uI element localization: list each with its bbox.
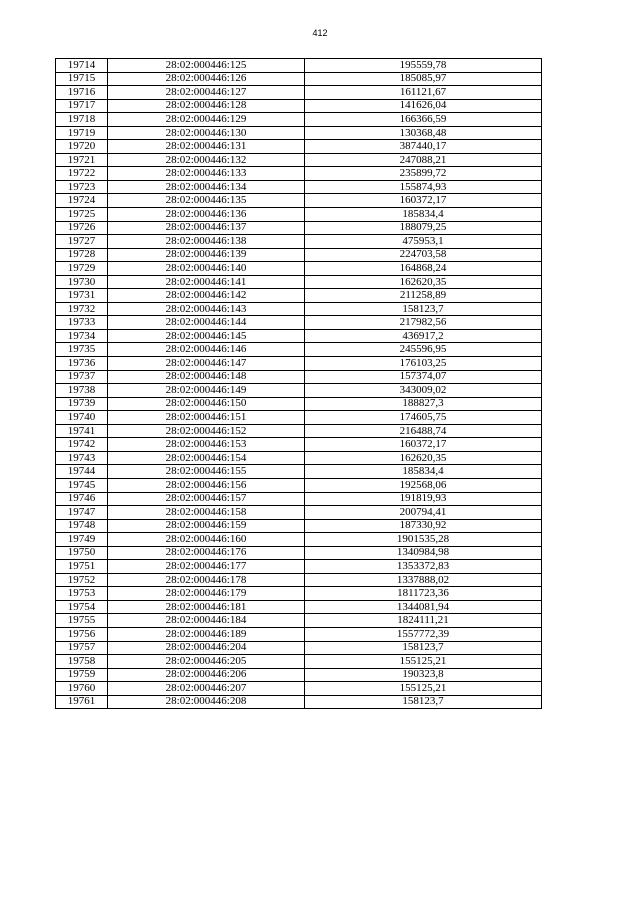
- row-number-cell: 19734: [56, 329, 108, 343]
- row-number-cell: 19729: [56, 262, 108, 276]
- table-row: [56, 573, 542, 587]
- value-cell: 475953,1: [305, 235, 542, 249]
- table-row: [56, 682, 542, 696]
- value-cell: 436917,2: [305, 329, 542, 343]
- cadastral-number-cell: 28:02:000446:146: [108, 343, 305, 357]
- row-number-cell: 19749: [56, 533, 108, 547]
- row-number-cell: 19743: [56, 451, 108, 465]
- row-number-cell: 19745: [56, 478, 108, 492]
- row-number-cell: 19760: [56, 682, 108, 696]
- table-row: [56, 329, 542, 343]
- value-cell: 216488,74: [305, 424, 542, 438]
- cadastral-number-cell: 28:02:000446:144: [108, 316, 305, 330]
- cadastral-number-cell: 28:02:000446:154: [108, 451, 305, 465]
- cadastral-number-cell: 28:02:000446:127: [108, 86, 305, 100]
- row-number-cell: 19724: [56, 194, 108, 208]
- value-cell: 191819,93: [305, 492, 542, 506]
- table-row: [56, 600, 542, 614]
- table-row: [56, 519, 542, 533]
- value-cell: 1340984,98: [305, 546, 542, 560]
- row-number-cell: 19754: [56, 600, 108, 614]
- value-cell: 161121,67: [305, 86, 542, 100]
- row-number-cell: 19727: [56, 235, 108, 249]
- table-row: [56, 655, 542, 669]
- table-body: [56, 59, 542, 709]
- row-number-cell: 19756: [56, 627, 108, 641]
- row-number-cell: 19751: [56, 560, 108, 574]
- table-row: [56, 289, 542, 303]
- table-row: [56, 180, 542, 194]
- row-number-cell: 19717: [56, 99, 108, 113]
- page-number: 412: [312, 28, 328, 38]
- value-cell: 130368,48: [305, 126, 542, 140]
- table-row: [56, 587, 542, 601]
- cadastral-number-cell: 28:02:000446:153: [108, 438, 305, 452]
- table-row: [56, 275, 542, 289]
- table-row: [56, 357, 542, 371]
- table-row: [56, 451, 542, 465]
- table-row: [56, 72, 542, 86]
- value-cell: 235899,72: [305, 167, 542, 181]
- cadastral-number-cell: 28:02:000446:207: [108, 682, 305, 696]
- value-cell: 158123,7: [305, 641, 542, 655]
- cadastral-number-cell: 28:02:000446:125: [108, 59, 305, 73]
- row-number-cell: 19746: [56, 492, 108, 506]
- cadastral-number-cell: 28:02:000446:145: [108, 329, 305, 343]
- value-cell: 1824111,21: [305, 614, 542, 628]
- row-number-cell: 19733: [56, 316, 108, 330]
- table-row: [56, 194, 542, 208]
- row-number-cell: 19742: [56, 438, 108, 452]
- value-cell: 141626,04: [305, 99, 542, 113]
- row-number-cell: 19731: [56, 289, 108, 303]
- table-row: [56, 668, 542, 682]
- value-cell: 155125,21: [305, 682, 542, 696]
- value-cell: 1337888,02: [305, 573, 542, 587]
- cadastral-number-cell: 28:02:000446:150: [108, 397, 305, 411]
- cadastral-number-cell: 28:02:000446:178: [108, 573, 305, 587]
- cadastral-number-cell: 28:02:000446:129: [108, 113, 305, 127]
- table-row: [56, 126, 542, 140]
- table-row: [56, 560, 542, 574]
- row-number-cell: 19740: [56, 411, 108, 425]
- table-row: [56, 153, 542, 167]
- row-number-cell: 19726: [56, 221, 108, 235]
- value-cell: 155874,93: [305, 180, 542, 194]
- cadastral-number-cell: 28:02:000446:189: [108, 627, 305, 641]
- value-cell: 160372,17: [305, 438, 542, 452]
- table-row: [56, 546, 542, 560]
- row-number-cell: 19738: [56, 384, 108, 398]
- row-number-cell: 19722: [56, 167, 108, 181]
- cadastral-number-cell: 28:02:000446:140: [108, 262, 305, 276]
- row-number-cell: 19753: [56, 587, 108, 601]
- row-number-cell: 19725: [56, 208, 108, 222]
- value-cell: 387440,17: [305, 140, 542, 154]
- value-cell: 185834,4: [305, 208, 542, 222]
- cadastral-number-cell: 28:02:000446:142: [108, 289, 305, 303]
- cadastral-number-cell: 28:02:000446:148: [108, 370, 305, 384]
- row-number-cell: 19721: [56, 153, 108, 167]
- row-number-cell: 19714: [56, 59, 108, 73]
- value-cell: 162620,35: [305, 275, 542, 289]
- value-cell: 176103,25: [305, 357, 542, 371]
- value-cell: 158123,7: [305, 302, 542, 316]
- cadastral-number-cell: 28:02:000446:156: [108, 478, 305, 492]
- value-cell: 174605,75: [305, 411, 542, 425]
- table-row: [56, 397, 542, 411]
- cadastral-number-cell: 28:02:000446:138: [108, 235, 305, 249]
- row-number-cell: 19718: [56, 113, 108, 127]
- table-row: [56, 627, 542, 641]
- table-row: [56, 641, 542, 655]
- table-row: [56, 86, 542, 100]
- cadastral-number-cell: 28:02:000446:155: [108, 465, 305, 479]
- row-number-cell: 19730: [56, 275, 108, 289]
- value-cell: 247088,21: [305, 153, 542, 167]
- row-number-cell: 19739: [56, 397, 108, 411]
- row-number-cell: 19759: [56, 668, 108, 682]
- cadastral-number-cell: 28:02:000446:135: [108, 194, 305, 208]
- table-row: [56, 465, 542, 479]
- cadastral-number-cell: 28:02:000446:151: [108, 411, 305, 425]
- cadastral-number-cell: 28:02:000446:126: [108, 72, 305, 86]
- table-row: [56, 411, 542, 425]
- cadastral-number-cell: 28:02:000446:137: [108, 221, 305, 235]
- cadastral-number-cell: 28:02:000446:149: [108, 384, 305, 398]
- value-cell: 190323,8: [305, 668, 542, 682]
- value-cell: 211258,89: [305, 289, 542, 303]
- value-cell: 157374,07: [305, 370, 542, 384]
- table-row: [56, 506, 542, 520]
- value-cell: 162620,35: [305, 451, 542, 465]
- cadastral-number-cell: 28:02:000446:130: [108, 126, 305, 140]
- row-number-cell: 19735: [56, 343, 108, 357]
- row-number-cell: 19752: [56, 573, 108, 587]
- value-cell: 187330,92: [305, 519, 542, 533]
- value-cell: 188827,3: [305, 397, 542, 411]
- row-number-cell: 19716: [56, 86, 108, 100]
- value-cell: 185085,97: [305, 72, 542, 86]
- table-row: [56, 478, 542, 492]
- value-cell: 343009,02: [305, 384, 542, 398]
- value-cell: 192568,06: [305, 478, 542, 492]
- cadastral-number-cell: 28:02:000446:208: [108, 695, 305, 709]
- cadastral-number-cell: 28:02:000446:176: [108, 546, 305, 560]
- cadastral-number-cell: 28:02:000446:206: [108, 668, 305, 682]
- table-row: [56, 221, 542, 235]
- table-row: [56, 113, 542, 127]
- row-number-cell: 19747: [56, 506, 108, 520]
- value-cell: 1811723,36: [305, 587, 542, 601]
- cadastral-number-cell: 28:02:000446:131: [108, 140, 305, 154]
- table-row: [56, 370, 542, 384]
- value-cell: 155125,21: [305, 655, 542, 669]
- cadastral-number-cell: 28:02:000446:158: [108, 506, 305, 520]
- row-number-cell: 19741: [56, 424, 108, 438]
- cadastral-number-cell: 28:02:000446:132: [108, 153, 305, 167]
- value-cell: 188079,25: [305, 221, 542, 235]
- table-row: [56, 343, 542, 357]
- cadastral-number-cell: 28:02:000446:147: [108, 357, 305, 371]
- cadastral-value-table: [55, 58, 542, 709]
- table-row: [56, 384, 542, 398]
- row-number-cell: 19737: [56, 370, 108, 384]
- table-row: [56, 59, 542, 73]
- cadastral-number-cell: 28:02:000446:133: [108, 167, 305, 181]
- table-row: [56, 262, 542, 276]
- cadastral-number-cell: 28:02:000446:159: [108, 519, 305, 533]
- row-number-cell: 19758: [56, 655, 108, 669]
- table-row: [56, 99, 542, 113]
- cadastral-number-cell: 28:02:000446:157: [108, 492, 305, 506]
- cadastral-number-cell: 28:02:000446:204: [108, 641, 305, 655]
- row-number-cell: 19750: [56, 546, 108, 560]
- table-row: [56, 614, 542, 628]
- table-row: [56, 492, 542, 506]
- table-row: [56, 167, 542, 181]
- cadastral-number-cell: 28:02:000446:184: [108, 614, 305, 628]
- table-row: [56, 248, 542, 262]
- row-number-cell: 19761: [56, 695, 108, 709]
- value-cell: 1557772,39: [305, 627, 542, 641]
- cadastral-number-cell: 28:02:000446:160: [108, 533, 305, 547]
- cadastral-number-cell: 28:02:000446:181: [108, 600, 305, 614]
- value-cell: 166366,59: [305, 113, 542, 127]
- table-row: [56, 316, 542, 330]
- row-number-cell: 19748: [56, 519, 108, 533]
- cadastral-number-cell: 28:02:000446:128: [108, 99, 305, 113]
- row-number-cell: 19744: [56, 465, 108, 479]
- value-cell: 158123,7: [305, 695, 542, 709]
- row-number-cell: 19719: [56, 126, 108, 140]
- table-row: [56, 235, 542, 249]
- cadastral-number-cell: 28:02:000446:177: [108, 560, 305, 574]
- value-cell: 195559,78: [305, 59, 542, 73]
- value-cell: 164868,24: [305, 262, 542, 276]
- row-number-cell: 19755: [56, 614, 108, 628]
- cadastral-number-cell: 28:02:000446:143: [108, 302, 305, 316]
- table-row: [56, 140, 542, 154]
- cadastral-number-cell: 28:02:000446:134: [108, 180, 305, 194]
- table-row: [56, 424, 542, 438]
- table-row: [56, 302, 542, 316]
- row-number-cell: 19715: [56, 72, 108, 86]
- value-cell: 1353372,83: [305, 560, 542, 574]
- row-number-cell: 19736: [56, 357, 108, 371]
- table-row: [56, 438, 542, 452]
- row-number-cell: 19720: [56, 140, 108, 154]
- value-cell: 200794,41: [305, 506, 542, 520]
- cadastral-number-cell: 28:02:000446:179: [108, 587, 305, 601]
- value-cell: 224703,58: [305, 248, 542, 262]
- row-number-cell: 19757: [56, 641, 108, 655]
- row-number-cell: 19728: [56, 248, 108, 262]
- row-number-cell: 19732: [56, 302, 108, 316]
- value-cell: 1344081,94: [305, 600, 542, 614]
- value-cell: 245596,95: [305, 343, 542, 357]
- table-row: [56, 208, 542, 222]
- row-number-cell: 19723: [56, 180, 108, 194]
- table-row: [56, 533, 542, 547]
- value-cell: 185834,4: [305, 465, 542, 479]
- value-cell: 160372,17: [305, 194, 542, 208]
- table-row: [56, 695, 542, 709]
- value-cell: 217982,56: [305, 316, 542, 330]
- cadastral-number-cell: 28:02:000446:152: [108, 424, 305, 438]
- value-cell: 1901535,28: [305, 533, 542, 547]
- cadastral-number-cell: 28:02:000446:205: [108, 655, 305, 669]
- cadastral-number-cell: 28:02:000446:136: [108, 208, 305, 222]
- cadastral-number-cell: 28:02:000446:141: [108, 275, 305, 289]
- cadastral-number-cell: 28:02:000446:139: [108, 248, 305, 262]
